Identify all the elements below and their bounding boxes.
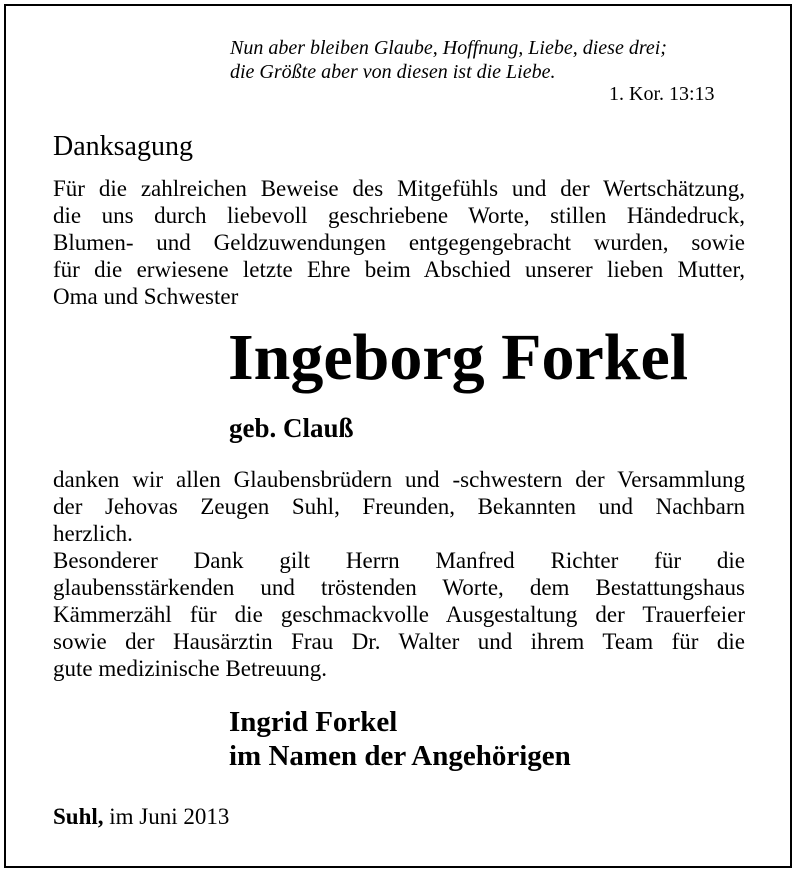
- thanks-line: Besonderer Dank gilt Herrn Manfred Richter für die: [53, 548, 745, 573]
- thanks-line: der Jehovas Zeugen Suhl, Freunden, Bekannten und Nachbarn: [53, 494, 745, 519]
- signature-name: Ingrid Forkel: [229, 706, 398, 738]
- date: im Juni 2013: [103, 804, 230, 829]
- deceased-name: Ingeborg Forkel: [228, 321, 689, 394]
- intro-line: Blumen- und Geldzuwendungen entgegengebracht wurden, sowie: [53, 230, 745, 255]
- thanks-line: danken wir allen Glaubensbrüdern und -schwestern der Versammlung: [53, 467, 745, 492]
- thanks-line: Kämmerzähl für die geschmackvolle Ausgestaltung der Trauerfeier: [53, 602, 745, 627]
- deceased-birth-name: geb. Clauß: [229, 413, 354, 443]
- intro-line: Für die zahlreichen Beweise des Mitgefühls und der Wertschätzung,: [53, 176, 745, 201]
- thanks-line: glaubensstärkenden und tröstenden Worte, dem Bestattungshaus: [53, 575, 745, 600]
- place-date: [53, 803, 229, 830]
- heading-danksagung: Danksagung: [53, 131, 193, 162]
- intro-line: für die erwiesene letzte Ehre beim Abschied unserer lieben Mutter,: [53, 257, 745, 282]
- thanks-line: gute medizinische Betreuung.: [53, 656, 328, 681]
- verse-line-1: Nun aber bleiben Glaube, Hoffnung, Liebe, diese drei;: [230, 37, 667, 59]
- thanks-line: herzlich.: [53, 521, 133, 546]
- intro-line: Oma und Schwester: [53, 284, 239, 309]
- verse-reference: 1. Kor. 13:13: [609, 83, 715, 105]
- verse-line-2: die Größte aber von diesen ist die Liebe.: [230, 61, 556, 83]
- place: Suhl,: [53, 804, 104, 829]
- signature-on-behalf: im Namen der Angehörigen: [229, 740, 571, 772]
- intro-line: die uns durch liebevoll geschriebene Worte, stillen Händedruck,: [53, 203, 745, 228]
- thanks-line: sowie der Hausärztin Frau Dr. Walter und ihrem Team für die: [53, 629, 745, 654]
